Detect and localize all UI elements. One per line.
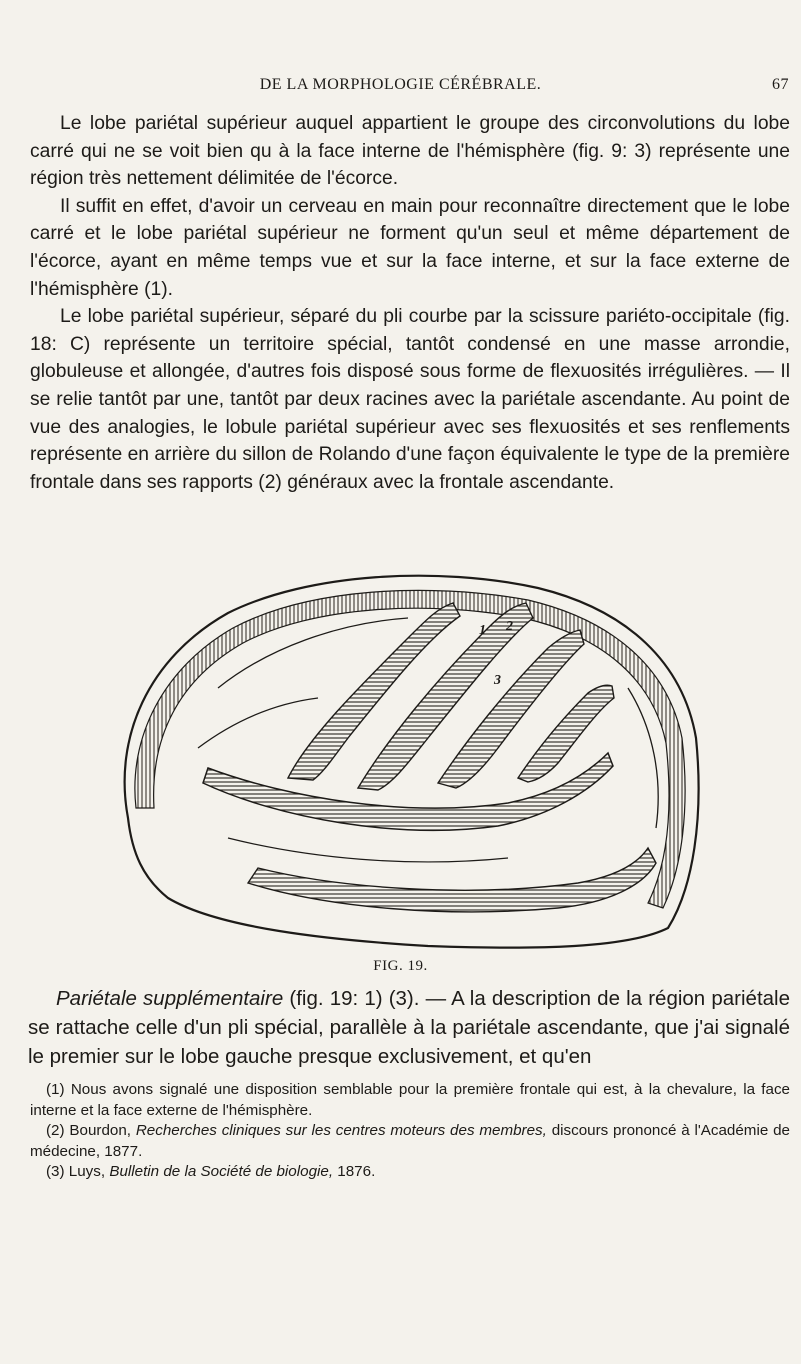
- brain-illustration: [108, 568, 700, 950]
- section-pariétale-supplémentaire: [28, 984, 790, 1071]
- figure-label-1: 1: [479, 623, 486, 638]
- figure-label-3: 3: [494, 673, 501, 688]
- figure-caption: FIG. 19.: [373, 958, 428, 974]
- paragraph-2: Il suffit en effet, d'avoir un cerveau en main pour reconnaître directement que le lobe carré et le lobe pariétal supérieur ne forment qu'un seul et même département de l'écorce, ayant en même temps vue et sur la face interne, et sur la face externe de l'hémisphère (1).: [30, 195, 790, 300]
- brain-engraving: [108, 568, 700, 950]
- figure-label-2: 2: [506, 619, 513, 634]
- footnote-2: [30, 1121, 790, 1162]
- section-paragraph: [28, 984, 790, 1071]
- footnote-3: [30, 1162, 790, 1183]
- running-head: [0, 76, 801, 100]
- page-number: 67: [772, 76, 789, 93]
- footnote-3-author: (3) Luys,: [46, 1163, 110, 1180]
- running-title: DE LA MORPHOLOGIE CÉRÉBRALE.: [259, 76, 542, 93]
- footnote-3-title: Bulletin de la Société de biologie,: [109, 1163, 334, 1180]
- footnote-2-title: Recherches cliniques sur les centres moteurs des membres,: [135, 1122, 547, 1139]
- body-text: [30, 110, 790, 496]
- footnote-1: (1) Nous avons signalé une disposition semblable pour la première frontale qui est, à la chevalure, la face interne et la face externe de l'hémisphère.: [30, 1081, 790, 1119]
- footnote-3-rest: 1876.: [333, 1163, 376, 1180]
- section-text: (fig. 19: 1) (3). — A la description de la région pariétale se rattache celle d'un pli spécial, parallèle à la pariétale ascendante, que j'ai signalé le premier sur le lobe gauche presque exclusivement, et qu'en: [28, 987, 790, 1068]
- paragraph-1: Le lobe pariétal supérieur auquel appartient le groupe des circonvolutions du lobe carré qui ne se voit bien qu à la face interne de l'hémisphère (fig. 9: 3) représente une région très nettement délimitée de l'écorce.: [30, 113, 790, 190]
- footnote-2-rest: discours prononcé à l'Académie de médecine, 1877.: [30, 1122, 790, 1160]
- footnotes: [30, 1080, 790, 1183]
- paragraph-3: Le lobe pariétal supérieur, séparé du pli courbe par la scissure pariéto-occipitale (fig. 18: C) représente un territoire spécial, tantôt condensé en une masse arrondie, globuleuse et allongée, d'autres fois disposé sous forme de flexuosités irrégulières. — Il se relie tantôt par une, tantôt par deux racines avec la pariétale ascendante. Au point de vue des analogies, le lobule pariétal supérieur avec ses flexuosités et ses renflements représente en arrière du sillon de Rolando d'une façon équivalente le type de la première frontale dans ses rapports (2) généraux avec la frontale ascendante.: [30, 306, 790, 493]
- footnote-2-author: (2) Bourdon,: [46, 1122, 136, 1139]
- section-title: Pariétale supplémentaire: [56, 987, 284, 1010]
